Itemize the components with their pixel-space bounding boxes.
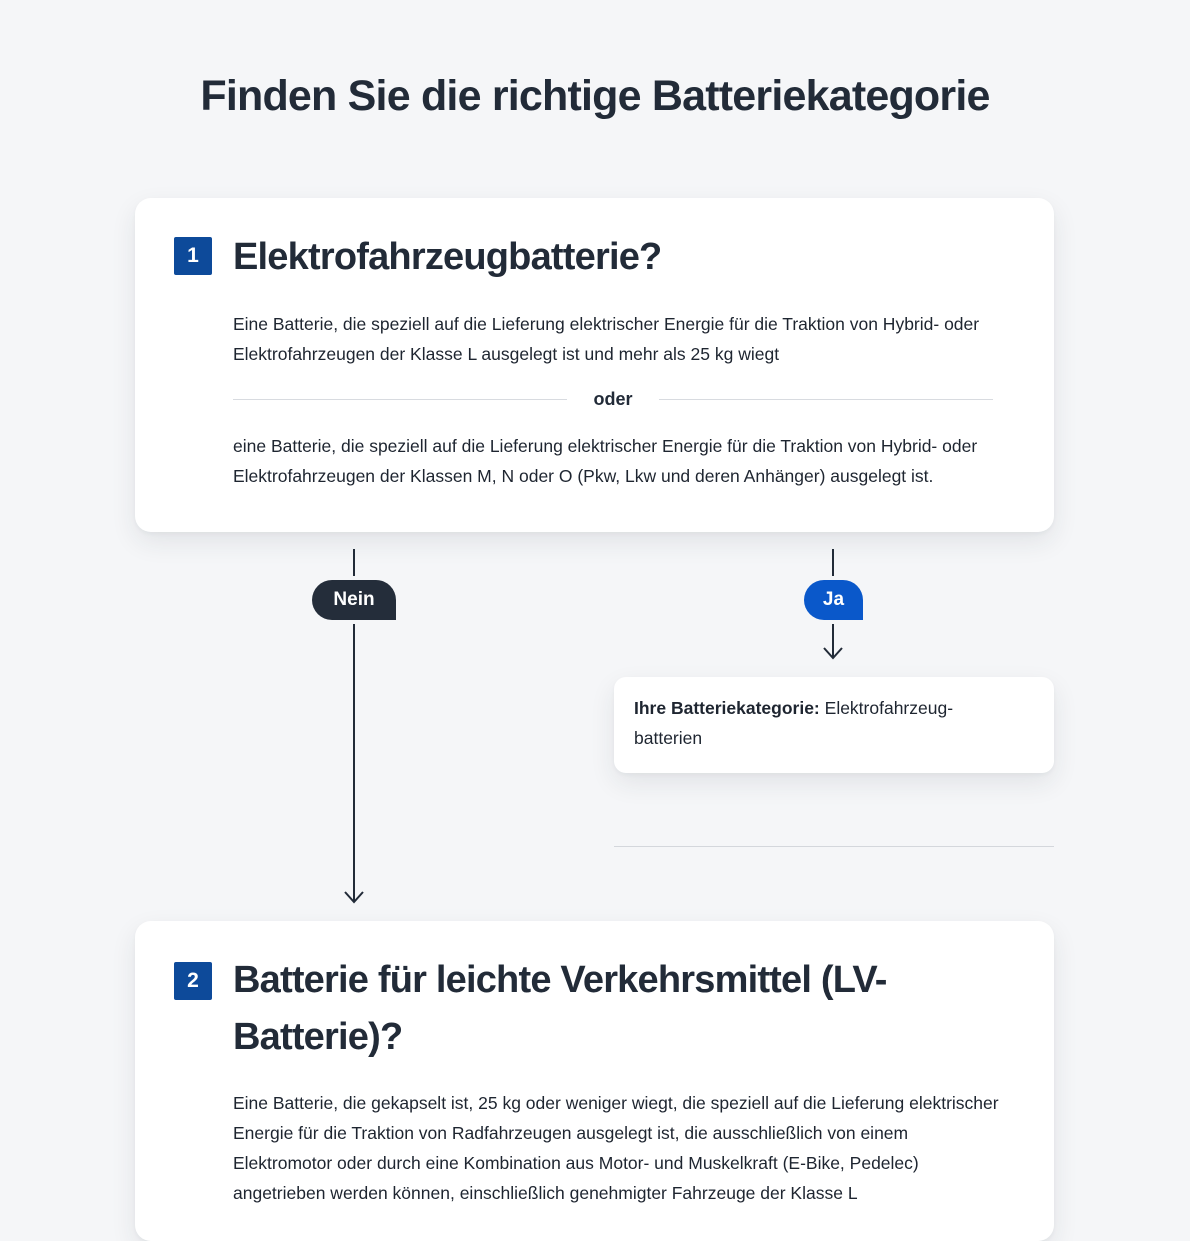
no-branch-label: Nein <box>312 580 396 620</box>
step-number-badge: 2 <box>174 962 212 1000</box>
step-number-badge: 1 <box>174 237 212 275</box>
step-description: Eine Batterie, die speziell auf die Lieferung elektrischer Energie für die Traktion von Hybrid- oder Elektrofahrzeugen der Klasse L ausgelegt ist und mehr als 25 kg wiegt <box>233 314 980 364</box>
result-text <box>634 693 1014 753</box>
section-divider <box>614 846 1054 847</box>
step-description-alternative: eine Batterie, die speziell auf die Lieferung elektrischer Energie für die Traktion von Hybrid- oder Elektrofahrzeugen der Klassen M, N oder O (Pkw, Lkw und deren Anhänger) ausgelegt ist. <box>233 436 978 486</box>
or-label: oder <box>593 389 633 409</box>
separator-line-right <box>659 399 993 400</box>
yes-arrow-head <box>824 648 842 658</box>
result-card <box>614 677 1054 773</box>
page-title: Finden Sie die richtige Batteriekategorie <box>200 72 990 120</box>
step-title: Elektrofahrzeugbatterie? <box>233 236 662 278</box>
or-separator <box>233 387 993 411</box>
separator-line-left <box>233 399 567 400</box>
no-arrow-head <box>345 892 363 902</box>
step-1-card <box>135 198 1054 532</box>
yes-branch-label: Ja <box>804 580 863 620</box>
step-2-card <box>135 921 1054 1241</box>
step-description: Eine Batterie, die gekapselt ist, 25 kg oder weniger wiegt, die speziell auf die Lieferung elektrischer Energie für die Traktion von Radfahrzeugen ausgelegt ist, die ausschließlich von einem Elektromotor oder durch eine Kombination aus Motor- und Muskelkraft (E-Bike, Pedelec) angetrieben werden können, einschließlich genehmigter Fahrzeuge der Klasse L <box>233 1093 999 1203</box>
result-value: Elektrofahrzeugbatterien <box>634 698 954 748</box>
step-title: Batterie für leichte Verkehrsmittel (LV-Batterie)? <box>233 959 887 1058</box>
result-label: Ihre Batteriekategorie: <box>634 698 820 718</box>
